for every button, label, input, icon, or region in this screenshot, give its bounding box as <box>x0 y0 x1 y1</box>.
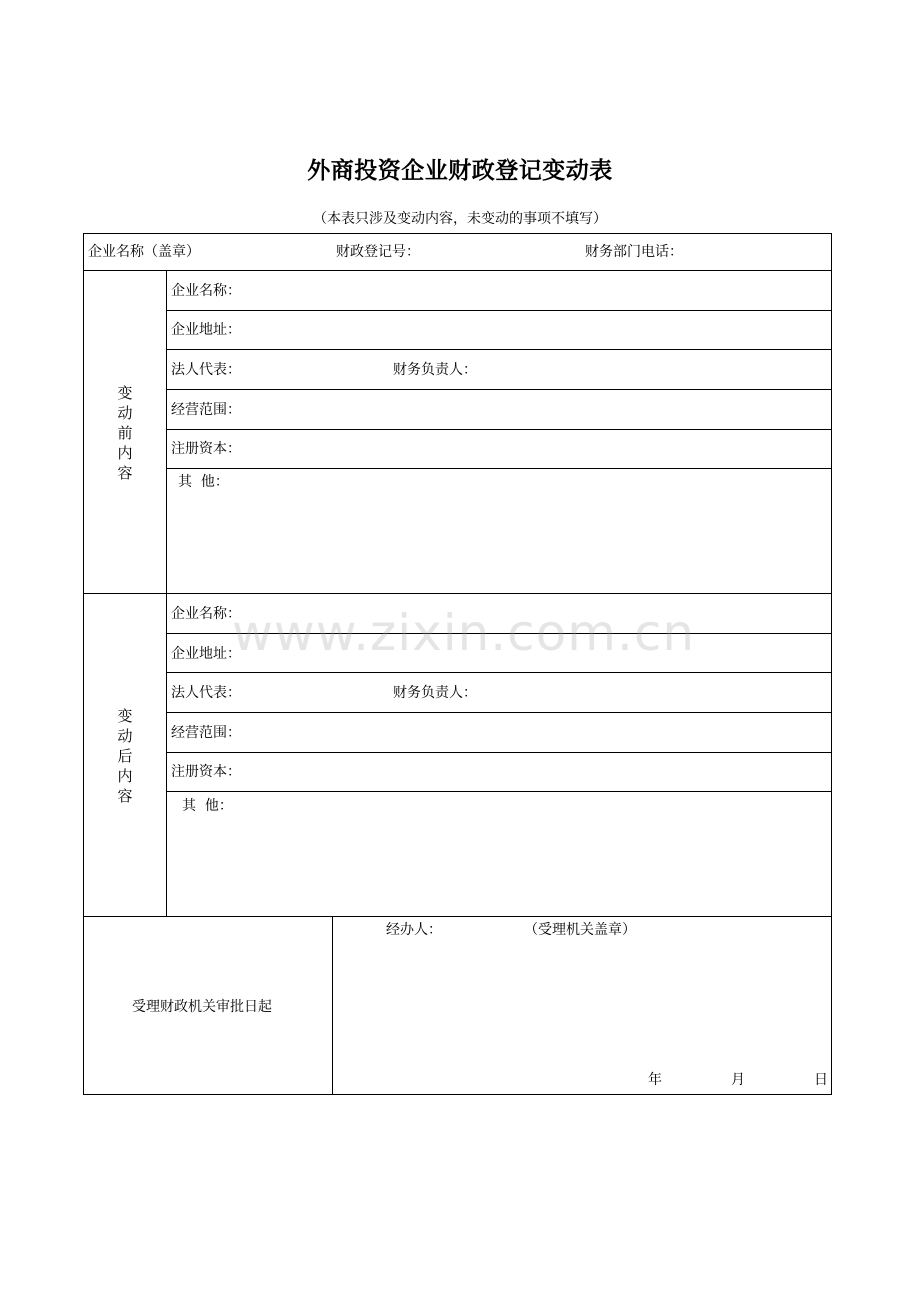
row-divider <box>166 468 832 469</box>
handler-label: 经办人： <box>386 922 442 938</box>
before-business-scope-label: 经营范围： <box>171 402 241 418</box>
before-finance-head-label: 财务负责人： <box>393 362 477 378</box>
before-company-name-label: 企业名称： <box>171 283 241 299</box>
day-label: 日 <box>814 1072 828 1088</box>
before-legal-rep-label: 法人代表： <box>171 362 241 378</box>
seal-label: （受理机关盖章） <box>524 922 636 938</box>
row-divider <box>83 270 832 271</box>
row-divider <box>166 752 832 753</box>
row-divider <box>166 791 832 792</box>
row-divider <box>166 429 832 430</box>
registration-no-label: 财政登记号： <box>336 244 420 260</box>
after-section-label: 变动后内容 <box>117 707 133 805</box>
year-label: 年 <box>648 1072 662 1088</box>
form-title: 外商投资企业财政登记变动表 <box>307 157 613 184</box>
after-business-scope-label: 经营范围： <box>171 725 241 741</box>
company-name-seal-label: 企业名称（盖章） <box>88 244 200 260</box>
finance-phone-label: 财务部门电话： <box>585 244 683 260</box>
form-subtitle: （本表只涉及变动内容，未变动的事项不填写） <box>313 211 607 227</box>
row-divider <box>166 310 832 311</box>
column-divider <box>332 916 333 1095</box>
after-other-label: 其 他： <box>182 798 233 814</box>
approval-label: 受理财政机关审批日起 <box>132 999 272 1015</box>
section-divider <box>83 593 832 594</box>
month-label: 月 <box>731 1072 745 1088</box>
before-address-label: 企业地址： <box>171 322 241 338</box>
before-registered-capital-label: 注册资本： <box>171 441 241 457</box>
after-company-name-label: 企业名称： <box>171 606 241 622</box>
row-divider <box>166 389 832 390</box>
before-other-label: 其 他： <box>178 474 229 490</box>
row-divider <box>166 712 832 713</box>
before-section-label: 变动前内容 <box>117 384 133 482</box>
after-address-label: 企业地址： <box>171 646 241 662</box>
row-divider <box>166 672 832 673</box>
after-legal-rep-label: 法人代表： <box>171 685 241 701</box>
watermark: www.zixin.com.cn <box>232 604 696 662</box>
row-divider <box>166 349 832 350</box>
section-divider <box>83 916 832 917</box>
column-divider <box>166 270 167 916</box>
after-registered-capital-label: 注册资本： <box>171 764 241 780</box>
after-finance-head-label: 财务负责人： <box>393 685 477 701</box>
